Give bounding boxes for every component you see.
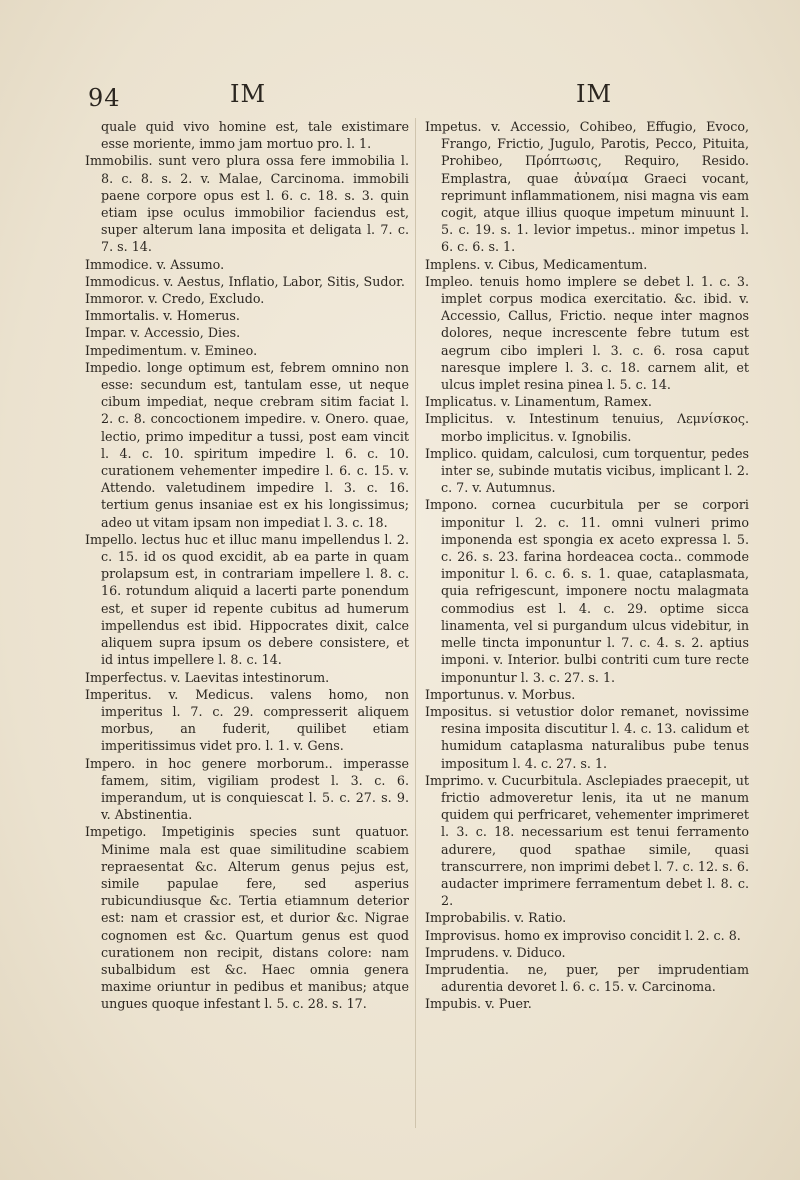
index-entry: Imprudens. v. Diduco. [425, 944, 566, 960]
index-entry: Imprudentia. ne, puer, per imprudentiam adurentia devoret l. 6. c. 15. v. Carcinoma. [425, 961, 749, 995]
index-entry: Improbabilis. v. Ratio. [425, 910, 567, 926]
index-entry: Impetus. v. Accessio, Cohibeo, Effugio, Evoco, Frango, Frictio, Jugulo, Parotis, Pecco, Pituita, Prohibeo, Πρόπτωσις, Requiro, Resido. Emplastra, quae ἀὐναίμα Graeci vocant, reprimunt inflammationem, nisi magna vis eam cogit, atque illius quoque impetum minuunt l. 5. c. 19. s. 1. levior impetus.. minor impetus l. 6. c. 6. s. 1. [425, 119, 749, 255]
index-entry: Impar. v. Accessio, Dies. [85, 325, 241, 341]
index-entry: Immoror. v. Credo, Excludo. [85, 291, 265, 307]
running-head-left: IM [230, 80, 267, 108]
index-entry: Impleo. tenuis homo implere se debet l. 1. c. 3. implet corpus modica exercitatio. &c. ibid. v. Accessio, Callus, Frictio. neque inter magnos dolores, neque increscente febre tutum est aegrum cibo impleri l. 3. c. 6. rosa caput naresque implere l. 3. c. 18. carnem alit, et ulcus implet resina pinea l. 5. c. 14. [425, 273, 749, 393]
index-entry: Implicatus. v. Linamentum, Ramex. [425, 394, 652, 410]
index-entry: Impositus. si vetustior dolor remanet, novissime resina imposita discutitur l. 4. c. 13. calidum et humidum cataplasma naturalibus pube tenus impositum l. 4. c. 27. s. 1. [425, 703, 749, 771]
index-entry: Immortalis. v. Homerus. [85, 308, 240, 324]
index-entry: Impello. lectus huc et illuc manu impellendus l. 2. c. 15. id os quod excidit, ab ea parte in quam prolapsum est, in contrariam impellere l. 8. c. 16. rotundum aliquid a lacerti parte ponendum est, et super id repente cubitus ad humerum impellendus est ibid. Hippocrates dixit, calce aliquem supra ipsum os debere consistere, et id intus impellere l. 8. c. 14. [85, 531, 409, 668]
index-entry: quale quid vivo homine est, tale existimare esse moriente, immo jam mortuo pro. l. 1. [101, 119, 409, 152]
index-entry: Immodicus. v. Aestus, Inflatio, Labor, Sitis, Sudor. [85, 273, 405, 289]
index-entry: Immobilis. sunt vero plura ossa fere immobilia l. 8. c. 8. s. 2. v. Malae, Carcinoma. immobili paene corpore opus est l. 6. c. 18. s. 3. quin etiam ipse oculus immobilior faciendus est, super alterum lana imposita et deligata l. 7. c. 7. s. 14. [85, 153, 409, 255]
index-entry: Implico. quidam, calculosi, cum torquentur, pedes inter se, subinde mutatis vicibus, implicant l. 2. c. 7. v. Autumnus. [425, 445, 749, 496]
right-column [425, 118, 749, 1013]
index-entry: Imprimo. v. Cucurbitula. Asclepiades praecepit, ut frictio admoveretur lenis, ita ut ne manum quidem qui perfricaret, vehementer imprimeret l. 3. c. 18. necessarium est tenui ferramento adurere, quod spathae simile, quasi transcurrere, non imprimi debet l. 7. c. 12. s. 6. audacter imprimere ferramentum debet l. 8. c. 2. [425, 772, 749, 909]
column-divider [415, 118, 416, 1128]
index-entry: Immodice. v. Assumo. [85, 256, 225, 272]
index-entry: Importunus. v. Morbus. [425, 686, 576, 702]
page-number: 94 [88, 84, 121, 112]
index-entry: Implens. v. Cibus, Medicamentum. [425, 256, 648, 272]
index-entry: Impono. cornea cucurbitula per se corpori imponitur l. 2. c. 11. omni vulneri primo imponenda est spongia ex aceto expressa l. 5. c. 26. s. 23. farina hordeacea cocta.. commode imponitur l. 6. c. 6. s. 1. quae, cataplasmata, quia refrigescunt, imponere noctu malagmata commodius est l. 4. c. 29. optime sicca linamenta, vel si purgandum ulcus videbitur, in melle tincta imponuntur l. 7. c. 4. s. 2. aptius imponi. v. Interior. bulbi contriti cum ture recte imponuntur l. 3. c. 27. s. 1. [425, 497, 749, 685]
index-entry: Impubis. v. Puer. [425, 996, 532, 1012]
running-head-right: IM [576, 80, 613, 108]
left-column [85, 118, 409, 1013]
index-entry: Imperitus. v. Medicus. valens homo, non imperitus l. 7. c. 29. compresserit aliquem morbus, an fuderit, quilibet etiam imperitissimus videt pro. l. 1. v. Gens. [85, 686, 409, 754]
page-header [0, 78, 800, 114]
index-entry: Impetigo. Impetiginis species sunt quatuor. Minime mala est quae similitudine scabiem repraesentat &c. Alterum genus pejus est, simile papulae fere, sed asperius rubicundiusque &c. Tertia etiamnum deterior est: nam et crassior est, et durior &c. Nigrae cognomen est &c. Quartum genus est quod curationem non recipit, distans colore: nam subalbidum est &c. Haec omnia genera maxime oriuntur in pedibus et manibus; atque ungues quoque infestant l. 5. c. 28. s. 17. [85, 824, 409, 1012]
index-entry: Implicitus. v. Intestinum tenuius, Λεμνίσκος. morbo implicitus. v. Ignobilis. [425, 411, 749, 444]
index-entry: Impedio. longe optimum est, febrem omnino non esse: secundum est, tantulam esse, ut neque cibum impediat, neque crebram sitim faciat l. 2. c. 8. concoctionem impedire. v. Onero. quae, lectio, primo impeditur a tussi, post eam vincit l. 4. c. 10. spiritum impedire l. 6. c. 10. curationem vehementer impedire l. 6. c. 15. v. Attendo. valetudinem impedire l. 3. c. 16. tertium genus insaniae est ex his longissimus; adeo ut vitam ipsam non impediat l. 3. c. 18. [85, 359, 409, 530]
index-entry: Impedimentum. v. Emineo. [85, 342, 258, 358]
index-entry: Impero. in hoc genere morborum.. imperasse famem, sitim, vigiliam prodest l. 3. c. 6. imperandum, ut is conquiescat l. 5. c. 27. s. 9. v. Abstinentia. [85, 755, 409, 823]
index-entry: Improvisus. homo ex improviso concidit l. 2. c. 8. [425, 927, 741, 943]
index-entry: Imperfectus. v. Laevitas intestinorum. [85, 669, 330, 685]
